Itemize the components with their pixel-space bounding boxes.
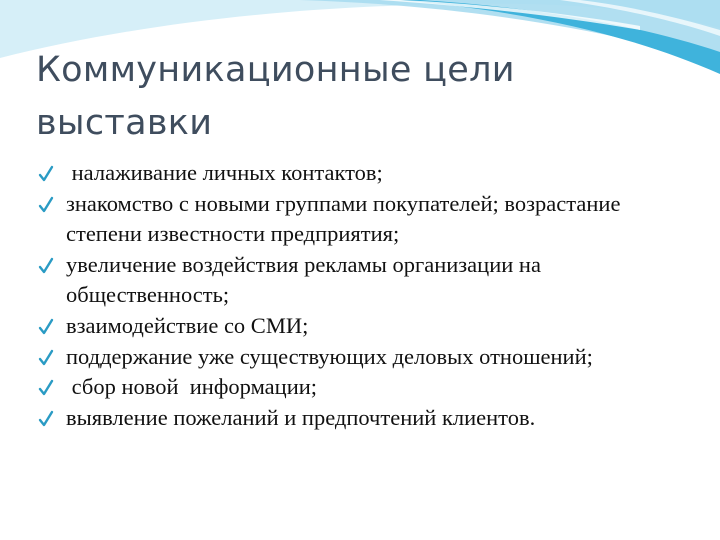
checkmark-icon [38,189,54,219]
checkmark-icon [38,372,54,402]
list-item-text: знакомство с новыми группами покупателей; возрастание степени известности предприятия; [66,190,627,247]
list-item-text: поддержание уже существующих деловых отношений; [66,343,593,369]
list-item [38,342,698,373]
checkmark-icon [38,311,54,341]
checkmark-icon [38,158,54,188]
checkmark-icon [38,403,54,433]
list-item-text: взаимодействие со СМИ; [66,312,309,338]
list-item-text: увеличение воздействия рекламы организации на общественность; [66,251,547,308]
checkmark-icon [38,342,54,372]
list-item-text: налаживание личных контактов; [66,160,383,185]
bullet-list [38,158,698,433]
list-item-text: выявление пожеланий и предпочтений клиентов. [66,404,536,430]
list-item [38,158,698,189]
list-item [38,403,698,434]
list-item [38,372,698,403]
list-item [38,189,698,250]
list-item-text: сбор новой информации; [66,374,318,400]
list-item [38,250,698,311]
slide-title: Коммуникационные цели выставки [36,50,515,143]
checkmark-icon [38,250,54,280]
list-item [38,311,698,342]
